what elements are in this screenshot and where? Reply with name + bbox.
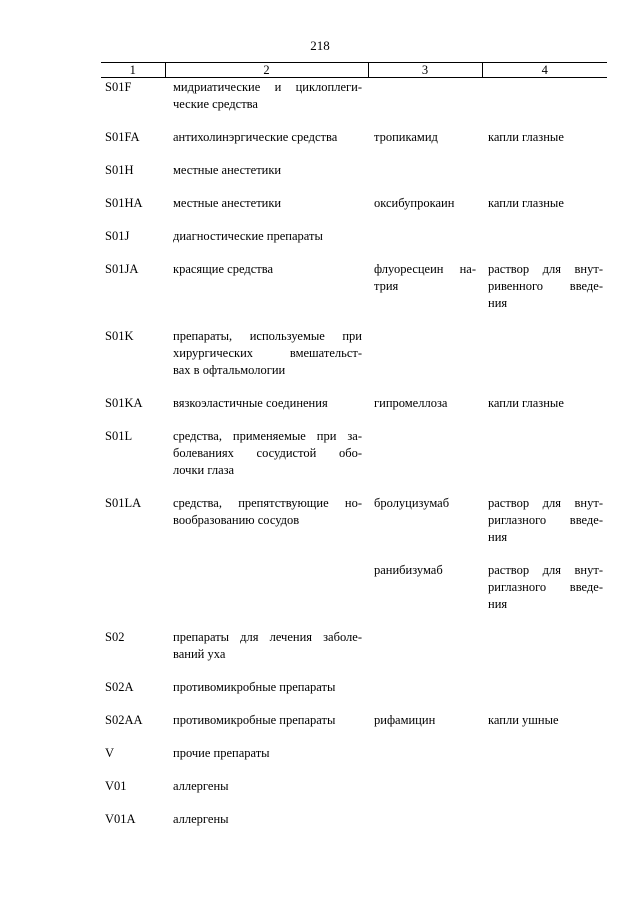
inn-cell — [368, 811, 482, 844]
inn-cell — [368, 629, 482, 679]
cell-text-line: тропикамид — [374, 130, 438, 144]
cell-text-line: раствор для внут- — [488, 563, 603, 577]
inn-cell — [368, 162, 482, 195]
cell-text-line: средства, препятствующие но- — [173, 496, 362, 510]
cell-text-line: риглазного введе- — [488, 513, 603, 527]
cell-text-line: бролуцизумаб — [374, 496, 450, 510]
cell-text-line: трия — [374, 279, 399, 293]
cell-text-line: диагностические препараты — [173, 229, 323, 243]
cell-text-line: ния — [488, 597, 508, 611]
form-cell — [482, 712, 607, 745]
code-cell: S02AA — [105, 713, 143, 727]
form-cell — [482, 428, 607, 495]
table-row — [101, 778, 607, 811]
table-row — [101, 745, 607, 778]
code-cell: V — [105, 746, 115, 760]
cell-text-line: ния — [488, 296, 508, 310]
cell-text-line: препараты для лечения заболе- — [173, 630, 362, 644]
form-cell — [482, 78, 607, 130]
cell-text-line: аллергены — [173, 779, 229, 793]
table-row — [101, 428, 607, 495]
header-row — [101, 63, 607, 78]
cell-text-line: гипромеллоза — [374, 396, 448, 410]
inn-cell — [368, 679, 482, 712]
inn-cell — [368, 428, 482, 495]
name-cell — [165, 129, 368, 162]
cell-text-line: вах в офтальмологии — [173, 363, 286, 377]
cell-text-line: раствор для внут- — [488, 496, 603, 510]
code-cell: S01H — [105, 163, 134, 177]
cell-text-line: антихолинэргические средства — [173, 130, 338, 144]
page-number: 218 — [310, 38, 330, 53]
name-cell — [165, 228, 368, 261]
form-cell — [482, 745, 607, 778]
cell-text-line: капли ушные — [488, 713, 559, 727]
cell-text-line: ческие средства — [173, 97, 258, 111]
header-col-3: 3 — [368, 63, 482, 78]
form-cell — [482, 778, 607, 811]
inn-cell — [368, 745, 482, 778]
table-row — [101, 162, 607, 195]
name-cell — [165, 679, 368, 712]
drug-classification-table — [101, 62, 607, 844]
inn-cell — [368, 129, 482, 162]
inn-cell — [368, 495, 482, 562]
cell-text-line: мидриатические и циклоплеги- — [173, 80, 362, 94]
cell-text-line: ривенного введе- — [488, 279, 603, 293]
code-cell: S01K — [105, 329, 134, 343]
inn-cell — [368, 562, 482, 629]
code-cell: S01F — [105, 80, 132, 94]
form-cell — [482, 495, 607, 562]
form-cell — [482, 195, 607, 228]
table-row — [101, 712, 607, 745]
form-cell — [482, 679, 607, 712]
name-cell — [165, 745, 368, 778]
cell-text-line: противомикробные препараты — [173, 713, 336, 727]
name-cell — [165, 78, 368, 130]
name-cell — [165, 811, 368, 844]
code-cell: S02 — [105, 630, 125, 644]
code-cell: S01L — [105, 429, 133, 443]
name-cell — [165, 629, 368, 679]
table-row — [101, 679, 607, 712]
cell-text-line: раствор для внут- — [488, 262, 603, 276]
code-cell — [101, 562, 165, 629]
table-row — [101, 228, 607, 261]
cell-text-line: местные анестетики — [173, 196, 282, 210]
cell-text-line: лочки глаза — [173, 463, 235, 477]
name-cell — [165, 712, 368, 745]
cell-text-line: оксибупрокаин — [374, 196, 455, 210]
cell-text-line: прочие препараты — [173, 746, 270, 760]
code-cell: S01FA — [105, 130, 140, 144]
table-row — [101, 629, 607, 679]
table-row — [101, 195, 607, 228]
form-cell — [482, 629, 607, 679]
inn-cell — [368, 78, 482, 130]
cell-text-line: капли глазные — [488, 196, 564, 210]
form-cell — [482, 129, 607, 162]
cell-text-line: капли глазные — [488, 130, 564, 144]
cell-text-line: вообразованию сосудов — [173, 513, 300, 527]
header-col-1: 1 — [101, 63, 165, 78]
inn-cell — [368, 228, 482, 261]
code-cell: V01A — [105, 812, 136, 826]
form-cell — [482, 228, 607, 261]
cell-text-line: ваний уха — [173, 647, 226, 661]
code-cell: S02A — [105, 680, 134, 694]
form-cell — [482, 562, 607, 629]
cell-text-line: рифамицин — [374, 713, 436, 727]
name-cell — [165, 162, 368, 195]
cell-text-line: ранибизумаб — [374, 563, 443, 577]
inn-cell — [368, 195, 482, 228]
form-cell — [482, 162, 607, 195]
form-cell — [482, 811, 607, 844]
code-cell: S01KA — [105, 396, 143, 410]
cell-text-line: хирургических вмешательст- — [173, 346, 362, 360]
cell-text-line: средства, применяемые при за- — [173, 429, 362, 443]
table-row — [101, 495, 607, 562]
cell-text-line: противомикробные препараты — [173, 680, 336, 694]
inn-cell — [368, 328, 482, 395]
cell-text-line: препараты, используемые при — [173, 329, 362, 343]
table-row — [101, 328, 607, 395]
cell-text-line: вязкоэластичные соединения — [173, 396, 328, 410]
inn-cell — [368, 395, 482, 428]
code-cell: V01 — [105, 779, 127, 793]
cell-text-line: местные анестетики — [173, 163, 282, 177]
table-body — [101, 78, 607, 845]
cell-text-line: ния — [488, 530, 508, 544]
inn-cell — [368, 778, 482, 811]
name-cell — [165, 778, 368, 811]
inn-cell — [368, 261, 482, 328]
name-cell — [165, 195, 368, 228]
code-cell: S01J — [105, 229, 130, 243]
name-cell — [165, 395, 368, 428]
name-cell — [165, 428, 368, 495]
form-cell — [482, 395, 607, 428]
inn-cell — [368, 712, 482, 745]
table-row — [101, 562, 607, 629]
cell-text-line: красящие средства — [173, 262, 273, 276]
name-cell — [165, 261, 368, 328]
header-col-2: 2 — [165, 63, 368, 78]
table-header — [101, 63, 607, 78]
cell-text-line: болеваниях сосудистой обо- — [173, 446, 362, 460]
table-row — [101, 78, 607, 130]
table-row — [101, 261, 607, 328]
header-col-4: 4 — [482, 63, 607, 78]
name-cell — [165, 495, 368, 562]
cell-text-line: капли глазные — [488, 396, 564, 410]
cell-text-line: аллергены — [173, 812, 229, 826]
code-cell: S01HA — [105, 196, 143, 210]
code-cell: S01LA — [105, 496, 142, 510]
name-cell — [165, 562, 368, 629]
name-cell — [165, 328, 368, 395]
table-row — [101, 129, 607, 162]
code-cell: S01JA — [105, 262, 139, 276]
form-cell — [482, 328, 607, 395]
cell-text-line: флуоресцеин на- — [374, 262, 476, 276]
table-row — [101, 395, 607, 428]
cell-text-line: риглазного введе- — [488, 580, 603, 594]
form-cell — [482, 261, 607, 328]
table-row — [101, 811, 607, 844]
